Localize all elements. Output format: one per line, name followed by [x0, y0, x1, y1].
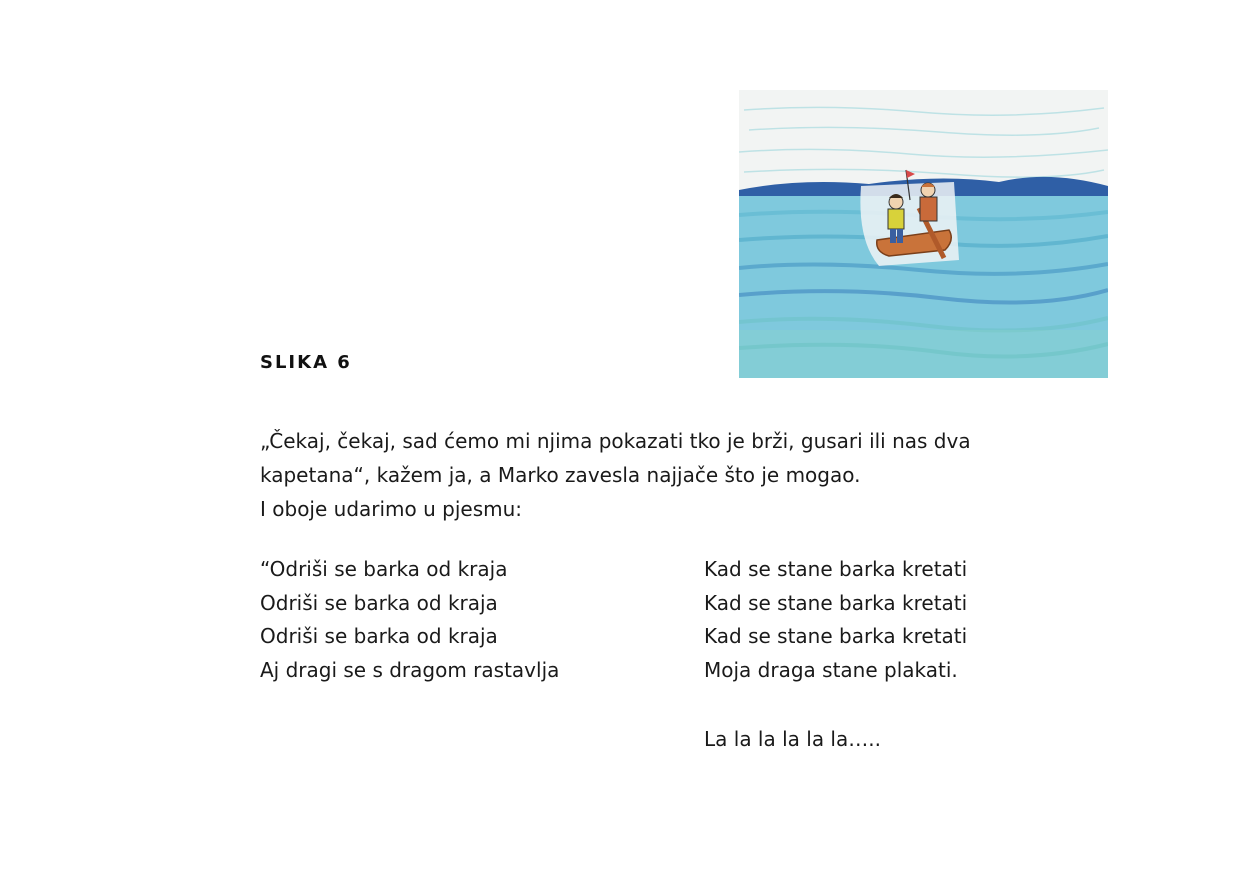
intro-paragraph [260, 424, 1080, 526]
verse-line: Aj dragi se s dragom rastavlja [260, 657, 560, 682]
intro-line: kapetana“, kažem ja, a Marko zavesla najjače što je mogao. [260, 463, 861, 487]
boat-drawing-image [739, 90, 1108, 378]
song-verse-right [704, 553, 967, 687]
verse-line: Odriši se barka od kraja [260, 590, 498, 615]
verse-line: Moja draga stane plakati. [704, 657, 958, 682]
boat-drawing-illustration [739, 90, 1108, 378]
verse-line: “Odriši se barka od kraja [260, 557, 508, 581]
intro-line: „Čekaj, čekaj, sad ćemo mi njima pokazati tko je brži, gusari ili nas dva [260, 429, 971, 453]
song-refrain: La la la la la la….. [704, 727, 881, 751]
verse-line: Odriši se barka od kraja [260, 624, 498, 649]
verse-line: Kad se stane barka kretati [704, 590, 968, 615]
verse-line: Kad se stane barka kretati [704, 557, 968, 581]
song-verse-left [260, 553, 559, 687]
verse-line: Kad se stane barka kretati [704, 624, 968, 649]
figure-label: SLIKA 6 [260, 352, 352, 373]
intro-line: I oboje udarimo u pjesmu: [260, 497, 523, 521]
